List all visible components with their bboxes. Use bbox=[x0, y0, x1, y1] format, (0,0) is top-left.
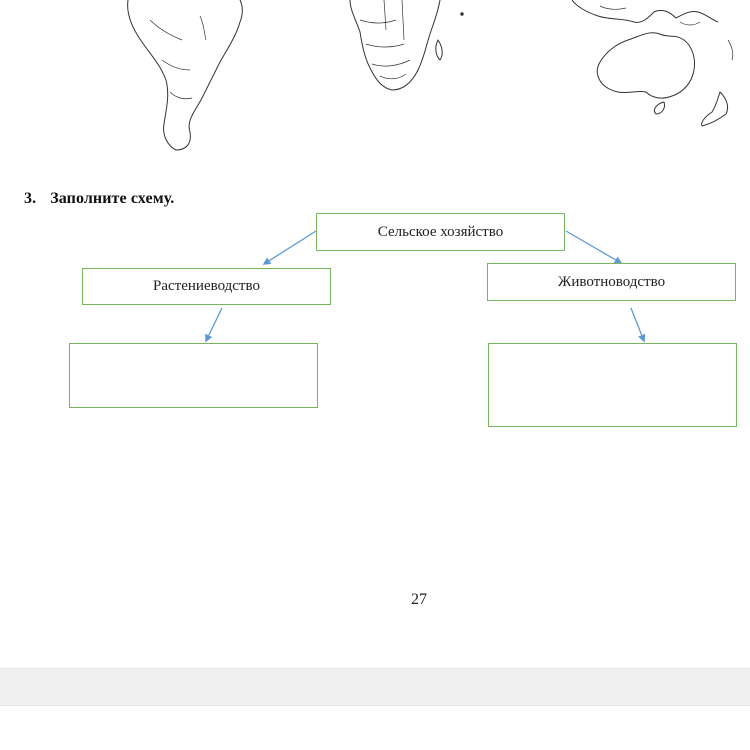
southeast-asia-outline bbox=[572, 0, 718, 22]
scheme-left-branch-box bbox=[82, 268, 331, 305]
south-america-outline bbox=[128, 0, 243, 150]
task-number: 3. bbox=[24, 190, 37, 207]
arrow-root-to-left bbox=[264, 231, 316, 264]
answer-box-right[interactable] bbox=[488, 343, 737, 427]
task-heading bbox=[24, 190, 174, 208]
scheme-root-box bbox=[316, 213, 565, 251]
scheme-left-branch-label: Растениеводство bbox=[153, 278, 260, 294]
scheme-right-branch-box bbox=[487, 263, 736, 301]
arrow-left-down bbox=[206, 308, 222, 341]
africa-outline bbox=[350, 0, 440, 90]
australia-outline bbox=[597, 33, 694, 98]
answer-box-left[interactable] bbox=[69, 343, 318, 408]
scheme-root-label: Сельское хозяйство bbox=[377, 223, 504, 240]
page-number: 27 bbox=[411, 591, 427, 608]
viewer-footer-band bbox=[0, 668, 750, 706]
task-instruction: Заполните схему. bbox=[50, 190, 175, 207]
new-zealand-outline bbox=[702, 92, 728, 126]
world-map-outline bbox=[0, 0, 750, 160]
madagascar-outline bbox=[436, 40, 442, 60]
arrow-right-down bbox=[631, 308, 644, 341]
scheme-right-branch-label: Животноводство bbox=[557, 273, 666, 290]
arrow-root-to-right bbox=[566, 231, 621, 263]
